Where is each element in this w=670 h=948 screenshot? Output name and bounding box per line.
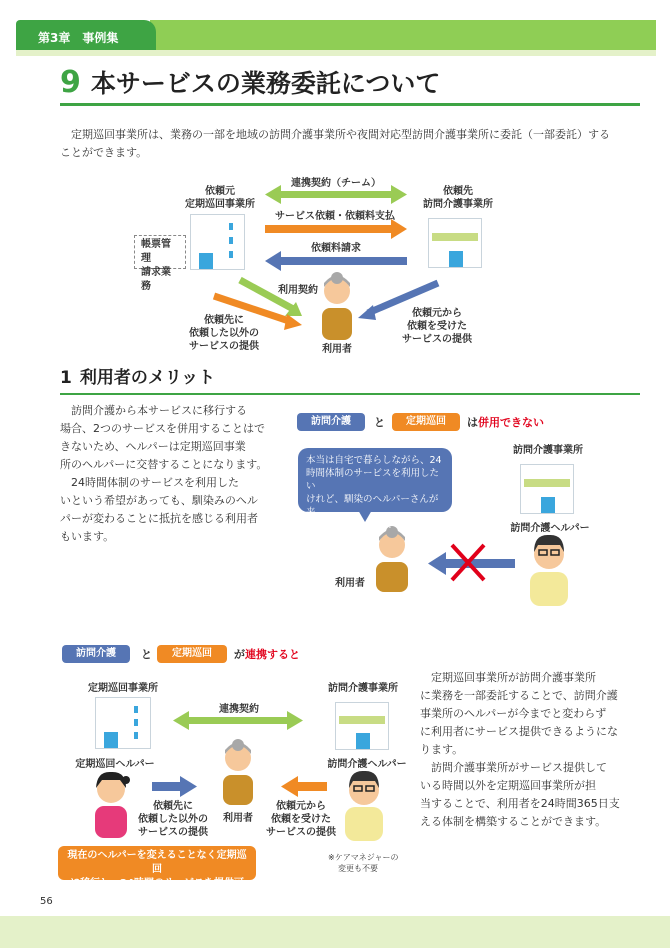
request-arrow-label: サービス依頼・依頼料支払: [275, 211, 395, 222]
home-care-helper-label: 訪問介護ヘルパー: [510, 523, 590, 534]
panel2-user-label: 利用者: [223, 813, 253, 824]
user-contract-label: 利用契約: [278, 285, 318, 296]
contractor-office-building: [428, 218, 482, 268]
home-care-office-label-2: 訪問介護事業所: [328, 683, 398, 694]
benefit-callout: 現在のヘルパーを変えることなく定期巡回 に移行し、24時間のサービスを提供可: [58, 846, 256, 880]
page-number: 56: [40, 896, 53, 907]
contractor-office-label: 依頼先 訪問介護事業所: [423, 186, 493, 210]
chapter-label: 第3章 事例集: [38, 31, 119, 45]
home-care-office-building-2: [335, 702, 389, 750]
section-title: 利用者のメリット: [79, 368, 216, 388]
title-text: 本サービスの業務委託について: [90, 69, 441, 98]
home-care-pill: 訪問介護: [297, 413, 365, 431]
section-rule: [60, 393, 640, 395]
home-care-pill-2: 訪問介護: [62, 645, 130, 663]
section-heading: [60, 363, 640, 395]
elderly-user-figure-3: [223, 739, 253, 805]
client-office-label: 依頼元 定期巡回事業所: [185, 186, 255, 210]
invoice-arrow-label: 依頼料請求: [311, 243, 361, 254]
speech-bubble: 本当は自宅で暮らしながら、24 時間体制のサービスを利用したい けれど、馴染のヘルパーさんが来 なくなるのは不安…: [298, 448, 452, 512]
conjunction: と: [374, 416, 385, 429]
periodic-visit-pill-2: 定期巡回: [157, 645, 227, 663]
periodic-office-building: [95, 697, 151, 749]
right-service-label: 依頼元から 依頼を受けた サービスの提供: [402, 308, 472, 345]
contract-arrow-label: 連携契約（チーム）: [291, 178, 381, 189]
partnership-label: 連携契約: [219, 704, 259, 715]
title-number: 9: [60, 65, 81, 100]
right-column-text: 定期巡回事業所が訪問介護事業所 に業務を一部委託することで、訪問介護 事業所のヘルパーが今までと変わらず に利用者にサービス提供できるようにな ります。 訪問介護事業所がサービス提供して いる時間以外を定期巡回事業所が担 当することで、利用者を24時間365日支 える体制を構築することができます。: [420, 671, 620, 828]
link-particle: が: [234, 648, 245, 661]
helper-man-figure-2: [345, 771, 383, 841]
home-care-office-label: 訪問介護事業所: [513, 445, 583, 456]
warning-particle: は: [467, 416, 478, 429]
right-helper-arrow: [281, 776, 327, 797]
section-number: 1: [60, 368, 72, 388]
section-body: 訪問介護から本サービスに移行する 場合、2つのサービスを併用することはで きないため、ヘルパーは定期巡回事業 所のヘルパーに交替することになります。 24時間体制のサービスを利用した いという希望があっても、馴染みのヘル パーが変わることに抵抗を感じる利用者 もいます。: [60, 404, 268, 543]
care-manager-note: ※ケアマネジャーの 変更も不要: [328, 853, 399, 873]
intro-paragraph: 定期巡回事業所は、業務の一部を地域の訪問介護事業所や夜間対応型訪問介護事業所に委託（一部委託）することができます。: [60, 128, 610, 159]
home-care-office-building: [520, 464, 574, 514]
left-service-label: 依頼先に 依頼した以外の サービスの提供: [189, 315, 259, 352]
panel2-right-service-label: 依頼元から 依頼を受けた サービスの提供: [266, 801, 336, 838]
warning-text: 併用できない: [478, 416, 544, 429]
speech-bubble-tail: [358, 510, 372, 522]
footer-band: [0, 916, 670, 948]
home-care-helper-label-2: 訪問介護ヘルパー: [327, 759, 407, 770]
periodic-office-label: 定期巡回事業所: [88, 683, 158, 694]
office-task-box: 帳票管理 請求業務: [134, 235, 186, 269]
helper-man-figure: [530, 535, 568, 606]
panel1-user-label: 利用者: [335, 578, 365, 589]
elderly-user-figure-2: [376, 526, 408, 592]
left-helper-arrow: [152, 776, 197, 797]
elderly-user-figure: [322, 272, 352, 340]
panel2-left-service-label: 依頼先に 依頼した以外の サービスの提供: [138, 801, 208, 838]
female-helper-figure: [95, 772, 130, 838]
client-office-building: [190, 214, 245, 270]
link-text: 連携すると: [245, 648, 300, 661]
conjunction-2: と: [141, 648, 152, 661]
periodic-visit-pill: 定期巡回: [392, 413, 460, 431]
periodic-helper-label: 定期巡回ヘルパー: [75, 759, 155, 770]
user-label: 利用者: [322, 344, 352, 355]
